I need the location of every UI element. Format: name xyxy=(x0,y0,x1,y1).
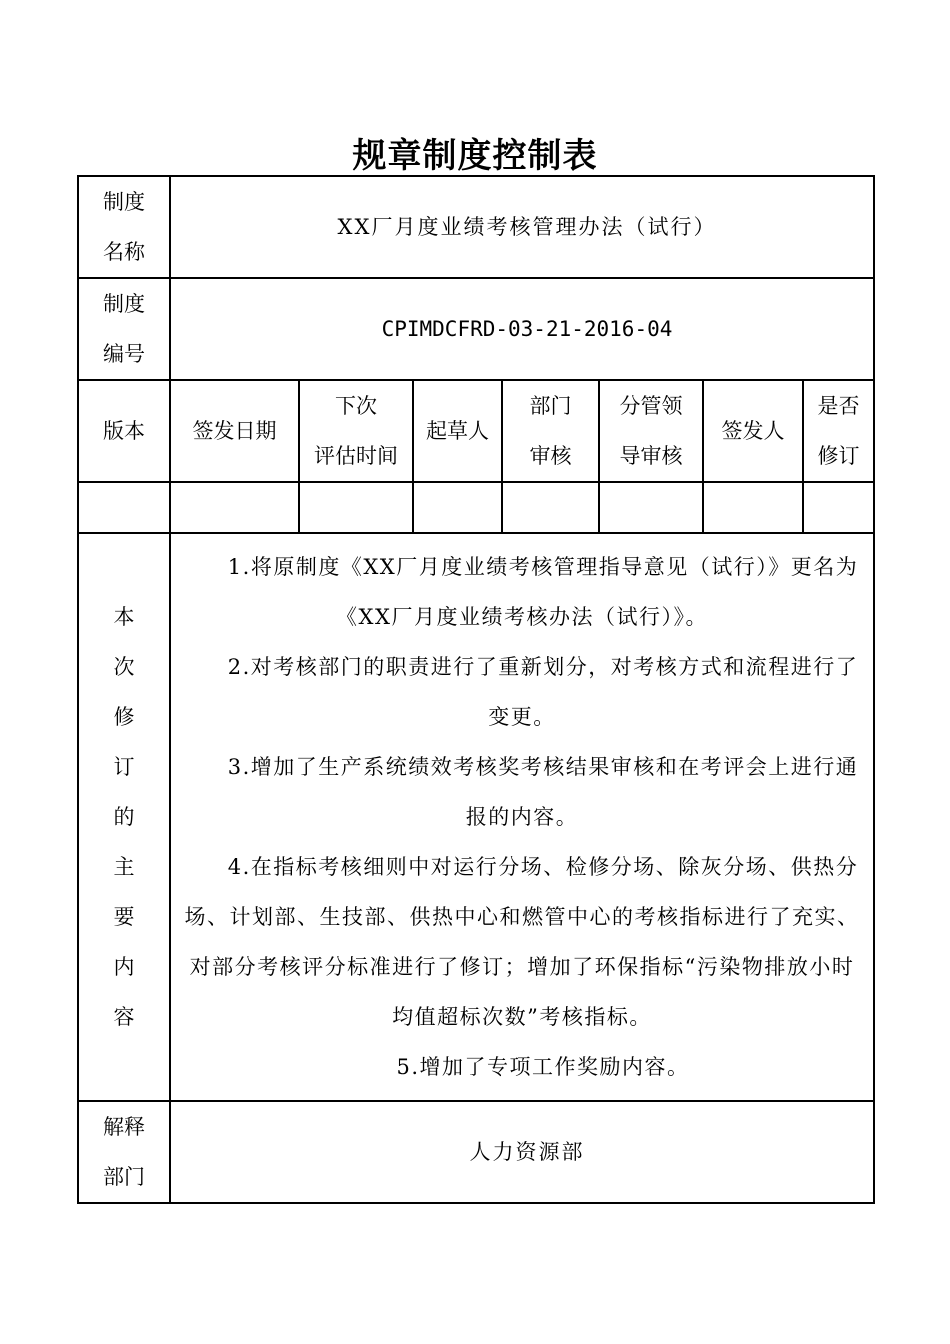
name-label: 制度 名称 xyxy=(78,176,170,278)
empty-cell xyxy=(599,482,703,533)
header-leader-review: 分管领 导审核 xyxy=(599,380,703,482)
revision-item: 3.增加了生产系统绩效考核奖考核结果审核和在考评会上进行通报的内容。 xyxy=(227,755,859,829)
empty-cell xyxy=(703,482,803,533)
header-next-eval: 下次 评估时间 xyxy=(299,380,413,482)
empty-cell xyxy=(299,482,413,533)
revision-row xyxy=(78,533,874,1101)
code-row xyxy=(78,278,874,380)
header-drafter: 起草人 xyxy=(413,380,502,482)
empty-data-row xyxy=(78,482,874,533)
header-row xyxy=(78,380,874,482)
empty-cell xyxy=(78,482,170,533)
page-title: 规章制度控制表 xyxy=(352,136,598,176)
revision-item: 4.在指标考核细则中对运行分场、检修分场、除灰分场、供热分场、计划部、生技部、供热中心和燃管中心的考核指标进行了充实、对部分考核评分标准进行了修订；增加了环保指标“污染物排放小时均值超标次数”考核指标。 xyxy=(184,855,860,1029)
header-issue-date: 签发日期 xyxy=(170,380,299,482)
revision-item: 5.增加了专项工作奖励内容。 xyxy=(396,1055,690,1079)
revision-content xyxy=(170,533,874,1101)
empty-cell xyxy=(413,482,502,533)
empty-cell xyxy=(803,482,874,533)
revision-label: 本 次 修 订 的 主 要 内 容 xyxy=(78,533,170,1101)
empty-cell xyxy=(502,482,599,533)
empty-cell xyxy=(170,482,299,533)
dept-label: 解释 部门 xyxy=(78,1101,170,1203)
name-value: XX厂月度业绩考核管理办法（试行） xyxy=(170,176,874,278)
header-dept-review: 部门 审核 xyxy=(502,380,599,482)
header-version: 版本 xyxy=(78,380,170,482)
header-revised: 是否 修订 xyxy=(803,380,874,482)
code-value: CPIMDCFRD-03-21-2016-04 xyxy=(170,278,874,380)
code-label: 制度 编号 xyxy=(78,278,170,380)
header-issuer: 签发人 xyxy=(703,380,803,482)
revision-item: 2.对考核部门的职责进行了重新划分，对考核方式和流程进行了变更。 xyxy=(227,655,859,729)
name-row xyxy=(78,176,874,278)
dept-value: 人力资源部 xyxy=(170,1101,874,1203)
dept-row xyxy=(78,1101,874,1203)
revision-item: 1.将原制度《XX厂月度业绩考核管理指导意见（试行）》更名为《XX厂月度业绩考核办法（试行）》。 xyxy=(227,555,859,629)
control-table xyxy=(77,175,875,1204)
